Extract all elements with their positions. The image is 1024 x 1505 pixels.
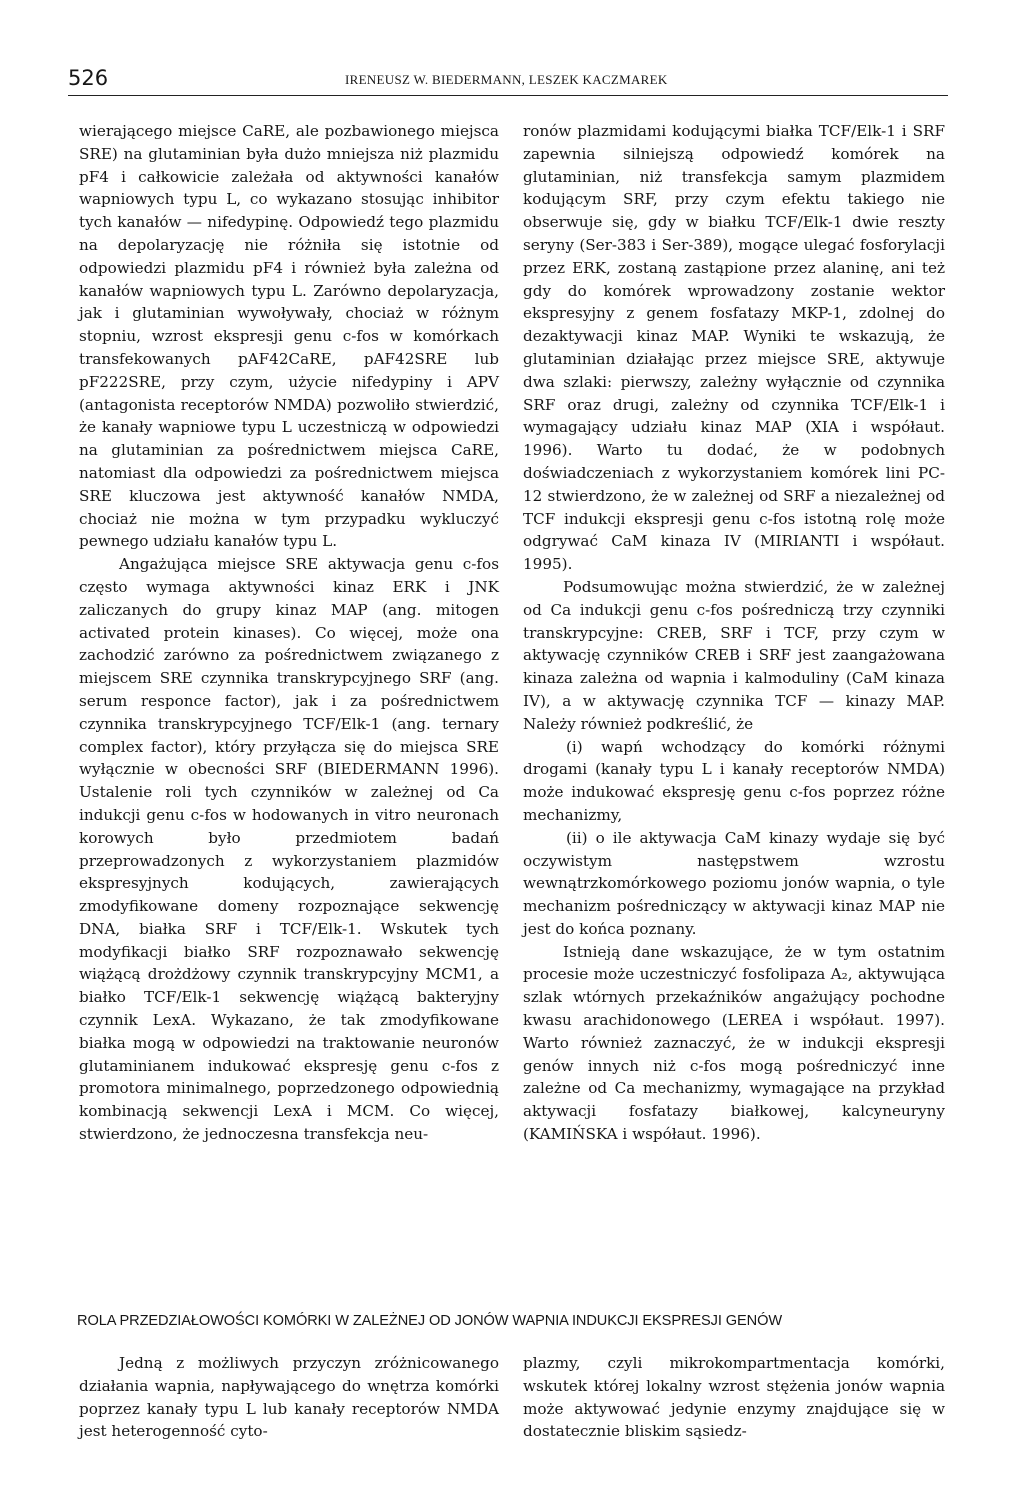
paragraph: Jedną z możliwych przyczyn zróżnicowanego działania wapnia, napływającego do wnętrza komórki poprzez kanały typu L lub kanały receptorów NMDA jest heterogenność cyto-	[79, 1354, 499, 1441]
paragraph: Angażująca miejsce SRE aktywacja genu c-fos często wymaga aktywności kinaz ERK i JNK zaliczanych do grupy kinaz MAP (ang. mitogen activated protein kinases). Co więcej, może ona zachodzić zarówno za pośrednictwem związanego z miejscem SRE czynnika transkrypcyjnego SRF (ang. serum responce factor), jak i za pośrednictwem czynnika transkrypcyjnego TCF/Elk-1 (ang. ternary complex factor), który przyłącza się do miejsca SRE wyłącznie w obecności SRF (BIEDERMANN 1996). Ustalenie roli tych czynników w zależnej od Ca indukcji genu c-fos w hodowanych in vitro neuronach korowych było przedmiotem badań przeprowadzonych z wykorzystaniem plazmidów ekspresyjnych kodujących, zawierających zmodyfikowane domeny rozpoznające sekwencję DNA, białka SRF i TCF/Elk-1. Wskutek tych modyfikacji białko SRF rozpoznawało sekwencję wiążącą drożdżowy czynnik transkrypcyjny MCM1, a białko TCF/Elk-1 sekwencję wiążącą bakteryjny czynnik LexA. Wykazano, że tak zmodyfikowane białka mogą w odpowiedzi na traktowanie neuronów glutaminianem indukować ekspresję genu c-fos z promotora minimalnego, poprzedzonego odpowiednią kombinacją sekwencji LexA i MCM. Co więcej, stwierdzono, że jednoczesna transfekcja neu-	[79, 555, 499, 1144]
paragraph: plazmy, czyli mikrokompartmentacja komórki, wskutek której lokalny wzrost stężenia jonów wapnia może aktywować jedynie enzymy znajdujące się w dostatecznie bliskim sąsiedz-	[523, 1354, 945, 1441]
running-head: IRENEUSZ W. BIEDERMANN, LESZEK KACZMAREK	[345, 72, 668, 87]
list-item: (i) wapń wchodzący do komórki różnymi drogami (kanały typu L i kanały receptorów NMDA) może indukować ekspresję genu c-fos poprzez różne mechanizmy,	[523, 737, 945, 824]
right-column	[523, 120, 945, 1146]
section-heading: ROLA PRZEDZIAŁOWOŚCI KOMÓRKI W ZALEŻNEJ OD JONÓW WAPNIA INDUKCJI EKSPRESJI GENÓW	[77, 1313, 783, 1329]
paragraph: Podsumowując można stwierdzić, że w zależnej od Ca indukcji genu c-fos pośredniczą trzy czynniki transkrypcyjne: CREB, SRF i TCF, przy czym w aktywację czynników CREB i SRF jest zaangażowana kinaza zależna od wapnia i kalmoduliny (CaM kinaza IV), a w aktywację czynnika TCF — kinazy MAP. Należy również podkreślić, że	[523, 577, 945, 733]
left-column	[79, 120, 499, 1146]
paragraph: wierającego miejsce CaRE, ale pozbawionego miejsca SRE) na glutaminian była dużo mniejsza niż plazmidu pF4 i całkowicie zależała od aktywności kanałów wapniowych typu L, co wykazano stosując inhibitor tych kanałów — nifedypinę. Odpowiedź tego plazmidu na depolaryzację nie różniła się istotnie od odpowiedzi plazmidu pF4 i również była zależna od kanałów wapniowych typu L. Zarówno depolaryzacja, jak i glutaminian wywoływały, chociaż w różnym stopniu, wzrost ekspresji genu c-fos w komórkach transfekowanych pAF42CaRE, pAF42SRE lub pF222SRE, przy czym, użycie nifedypiny i APV (antagonista receptorów NMDA) pozwoliło stwierdzić, że kanały wapniowe typu L uczestniczą w odpowiedzi na glutaminian za pośrednictwem miejsca CaRE, natomiast dla odpowiedzi za pośrednictwem miejsca SRE kluczowa jest aktywność kanałów NMDA, chociaż nie można w tym przypadku wykluczyć pewnego udziału kanałów typu L.	[79, 122, 499, 551]
page-number: 526	[68, 66, 109, 90]
bottom-right-column	[523, 1352, 945, 1443]
page-header	[68, 66, 948, 100]
header-rule	[68, 95, 948, 96]
bottom-left-column	[79, 1352, 499, 1443]
list-item: (ii) o ile aktywacja CaM kinazy wydaje się być oczywistym następstwem wzrostu wewnątrzkomórkowego poziomu jonów wapnia, o tyle mechanizm pośredniczący w aktywacji kinaz MAP nie jest do końca poznany.	[523, 828, 945, 938]
paragraph: ronów plazmidami kodującymi białka TCF/Elk-1 i SRF zapewnia silniejszą odpowiedź komórek na glutaminian, niż transfekcja samym plazmidem kodującym SRF, przy czym efektu takiego nie obserwuje się, gdy w białku TCF/Elk-1 dwie reszty seryny (Ser-383 i Ser-389), mogące ulegać fosforylacji przez ERK, zostaną zastąpione przez alaninę, ani też gdy do komórek wprowadzony zostanie wektor ekspresyjny z genem fosfatazy MKP-1, zdolnej do dezaktywacji kinaz MAP. Wyniki te wskazują, że glutaminian działając przez miejsce SRE, aktywuje dwa szlaki: pierwszy, zależny wyłącznie od czynnika SRF oraz drugi, zależny od czynnika TCF/Elk-1 i wymagający udziału kinaz MAP (XIA i współaut. 1996). Warto tu dodać, że w podobnych doświadczeniach z wykorzystaniem komórek lini PC-12 stwierdzono, że w zależnej od SRF a niezależnej od TCF indukcji ekspresji genu c-fos istotną rolę może odgrywać CaM kinaza IV (MIRIANTI i współaut. 1995).	[523, 122, 945, 574]
paragraph: Istnieją dane wskazujące, że w tym ostatnim procesie może uczestniczyć fosfolipaza A₂, aktywująca szlak wtórnych przekaźników angażujący pochodne kwasu arachidonowego (LEREA i współaut. 1997). Warto również zaznaczyć, że w indukcji ekspresji genów innych niż c-fos mogą pośredniczyć inne zależne od Ca mechanizmy, wymagające na przykład aktywacji fosfatazy białkowej, kalcyneuryny (KAMIŃSKA i współaut. 1996).	[523, 942, 945, 1144]
